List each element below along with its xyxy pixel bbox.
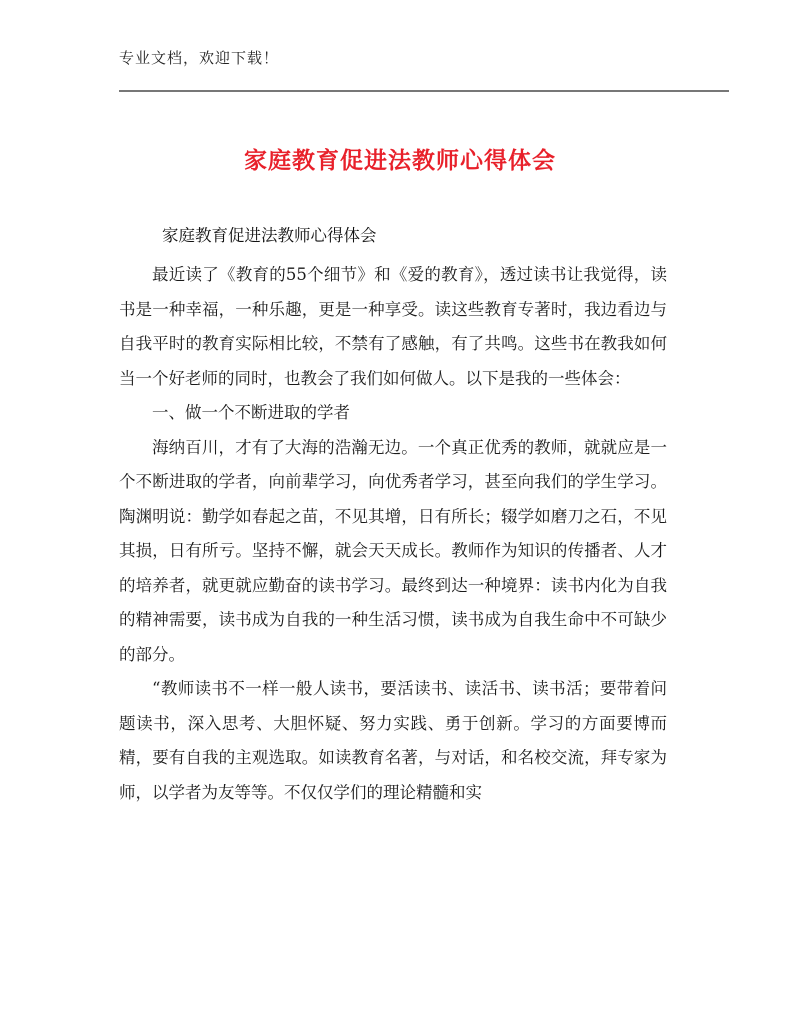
header-note: 专业文档，欢迎下载！ (119, 49, 280, 67)
document-subtitle: 家庭教育促进法教师心得体会 (162, 226, 377, 245)
section-heading: 一、做一个不断进取的学者 (152, 403, 350, 422)
paragraph-learner: 海纳百川，才有了大海的浩瀚无边。一个真正优秀的教师，就就应是一个不断进取的学者，向前辈学习，向优秀者学习，甚至向我们的学生学习。陶渊明说：勤学如春起之苗，不见其增，日有所长；辍学如磨刀之石，不见其损，日有所亏。坚持不懈，就会天天成长。教师作为知识的传播者、人才的培养者，就更就应勤奋的读书学习。最终到达一种境界：读书内化为自我的精神需要，读书成为自我的一种生活习惯，读书成为自我生命中不可缺少的部分。 (119, 437, 667, 664)
document-title: 家庭教育促进法教师心得体会 (244, 148, 556, 174)
header-divider (119, 90, 729, 92)
paragraph-reading: “教师读书不一样一般人读书，要活读书、读活书、读书活；要带着问题读书，深入思考、大胆怀疑、努力实践、勇于创新。学习的方面要博而精，要有自我的主观选取。如读教育名著，与对话，和名校交流，拜专家为师，以学者为友等等。不仅仅学们的理论精髓和实 (119, 679, 667, 802)
document-body (119, 258, 667, 810)
paragraph-intro: 最近读了《教育的55个细节》和《爱的教育》，透过读书让我觉得，读书是一种幸福，一种乐趣，更是一种享受。读这些教育专著时，我边看边与自我平时的教育实际相比较，不禁有了感触，有了共鸣。这些书在教我如何当一个好老师的同时，也教会了我们如何做人。以下是我的一些体会： (119, 265, 667, 388)
